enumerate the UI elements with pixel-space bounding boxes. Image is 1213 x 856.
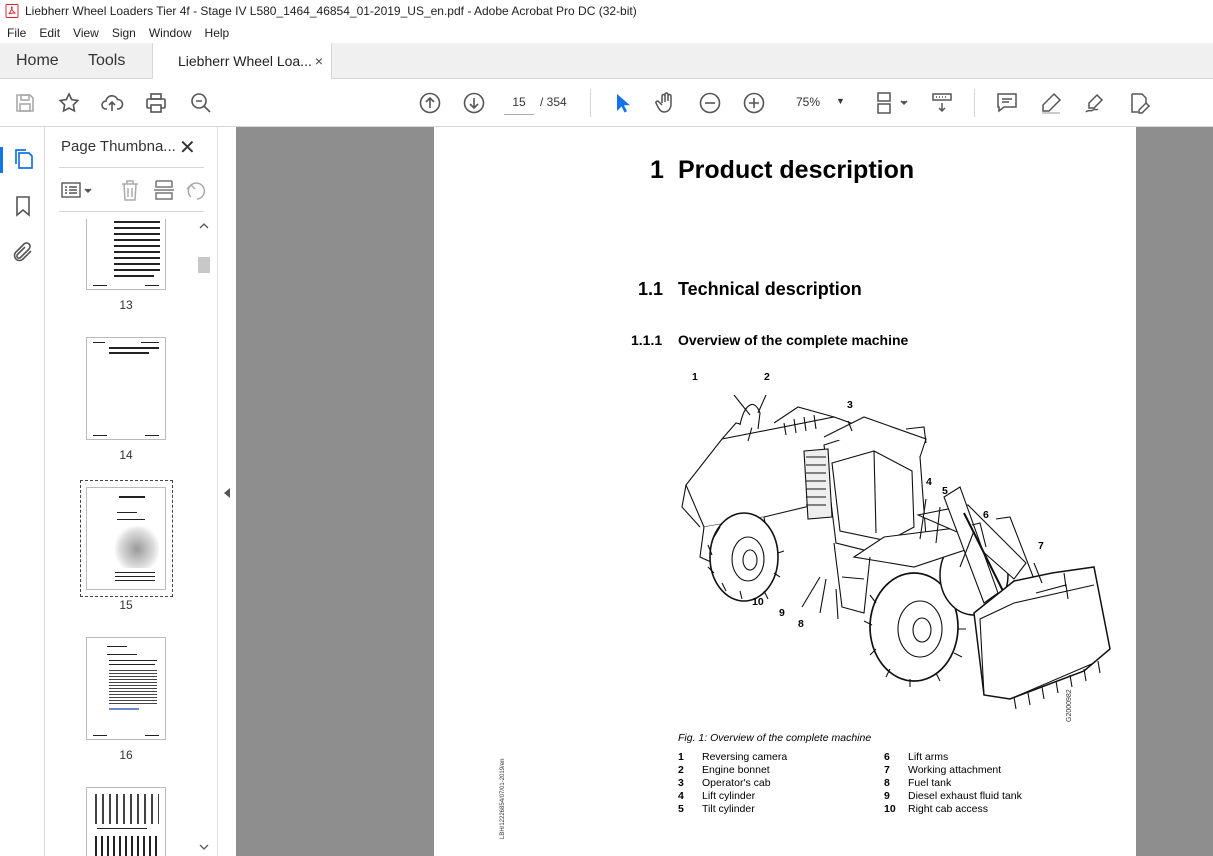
legend-item: 1 Reversing camera	[678, 751, 788, 763]
navigation-rail	[0, 127, 45, 856]
legend-item: 3 Operator's cab	[678, 777, 771, 789]
page-thumbnail-14[interactable]	[86, 337, 166, 440]
scroll-mode-icon[interactable]	[930, 91, 954, 115]
heading-1-number: 1	[650, 156, 664, 184]
page-thumbnail-16[interactable]	[86, 637, 166, 740]
menu-sign[interactable]: Sign	[111, 25, 136, 40]
page-thumbnail-15[interactable]	[86, 487, 166, 590]
legend-item: 7 Working attachment	[884, 764, 1002, 776]
heading-2-number: 1.1	[638, 279, 664, 299]
page-thumbnail-13[interactable]	[86, 219, 166, 290]
zoom-in-icon[interactable]	[742, 91, 766, 115]
main-toolbar	[0, 79, 1213, 127]
legend-item: 6 Lift arms	[884, 751, 949, 763]
heading-3: Overview of the complete machine	[678, 332, 909, 348]
tab-document[interactable]	[152, 43, 332, 80]
wheel-loader-illustration	[674, 367, 1114, 727]
pdf-page	[434, 127, 1136, 856]
callout-8: 8	[798, 618, 804, 630]
fill-sign-icon[interactable]	[1127, 91, 1151, 115]
tab-tools[interactable]: Tools	[88, 52, 126, 69]
save-icon[interactable]	[13, 91, 37, 115]
thumbnail-page-number: 15	[119, 598, 133, 612]
legend-item: 2 Engine bonnet	[678, 764, 770, 776]
zoom-dropdown-chevron-icon[interactable]: ▼	[836, 96, 845, 106]
page-thumbnails-icon[interactable]	[11, 147, 35, 171]
thumbnail-options-icon[interactable]	[59, 177, 95, 203]
page-thumbnail-17[interactable]	[86, 787, 166, 856]
figure-caption: Fig. 1: Overview of the complete machine	[678, 732, 872, 744]
attachments-paperclip-icon[interactable]	[11, 240, 35, 264]
heading-2: Technical description	[678, 279, 862, 299]
tab-document-label: Liebherr Wheel Loa...	[178, 53, 312, 69]
legend-item: 8 Fuel tank	[884, 777, 952, 789]
panel-splitter[interactable]	[217, 127, 236, 856]
callout-1: 1	[692, 371, 698, 383]
document-side-code: LBH/12226854/07/01-2019/en	[500, 758, 506, 839]
thumbnails-scrollbar[interactable]	[197, 219, 211, 856]
legend-item: 5 Tilt cylinder	[678, 803, 755, 815]
highlight-pen-icon[interactable]	[1039, 91, 1063, 115]
print-icon[interactable]	[144, 91, 168, 115]
thumbnail-page-number: 14	[119, 448, 133, 462]
close-tab-icon[interactable]: ×	[314, 53, 323, 69]
tab-home[interactable]: Home	[16, 52, 59, 69]
delete-page-icon[interactable]	[117, 177, 143, 203]
next-page-icon[interactable]	[462, 91, 486, 115]
callout-5: 5	[942, 485, 948, 497]
zoom-search-icon[interactable]	[189, 91, 213, 115]
rotate-page-icon[interactable]	[183, 177, 209, 203]
thumbnail-page-number: 16	[119, 748, 133, 762]
panel-title: Page Thumbna...	[61, 138, 176, 155]
heading-1: Product description	[678, 156, 915, 184]
menu-help[interactable]: Help	[204, 25, 230, 40]
title-bar	[0, 0, 1213, 22]
callout-6: 6	[983, 509, 989, 521]
zoom-out-icon[interactable]	[698, 91, 722, 115]
callout-2: 2	[764, 371, 770, 383]
toolbar-divider	[590, 89, 591, 117]
menu-bar	[0, 22, 1213, 43]
tab-bar	[0, 43, 1213, 79]
hand-tool-icon[interactable]	[654, 91, 678, 115]
draw-signature-icon[interactable]	[1083, 91, 1107, 115]
acrobat-logo-icon	[5, 4, 19, 18]
menu-view[interactable]: View	[73, 25, 99, 40]
zoom-level[interactable]: 75%	[795, 95, 821, 109]
page-fit-icon[interactable]	[874, 91, 910, 115]
menu-edit[interactable]: Edit	[39, 25, 61, 40]
callout-10: 10	[752, 596, 764, 608]
upload-cloud-icon[interactable]	[100, 91, 124, 115]
callout-9: 9	[779, 607, 785, 619]
select-cursor-icon[interactable]	[610, 91, 634, 115]
window-title: Liebherr Wheel Loaders Tier 4f - Stage IV L580_1464_46854_01-2019_US_en.pdf - Adobe Acrobat Pro DC (32-bit)	[25, 4, 637, 18]
legend-item: 9 Diesel exhaust fluid tank	[884, 790, 1022, 802]
legend-item: 4 Lift cylinder	[678, 790, 756, 802]
callout-7: 7	[1038, 540, 1044, 552]
menu-file[interactable]: File	[7, 25, 27, 40]
panel-divider	[59, 211, 204, 212]
previous-page-icon[interactable]	[418, 91, 442, 115]
heading-3-number: 1.1.1	[631, 332, 663, 348]
page-total: / 354	[540, 95, 567, 109]
menu-window[interactable]: Window	[148, 25, 192, 40]
bookmark-star-icon[interactable]	[57, 91, 81, 115]
figure-code: G2000982	[1066, 689, 1073, 722]
collapse-panel-arrow-icon[interactable]	[224, 488, 230, 498]
thumbnail-page-number: 13	[119, 298, 133, 312]
close-panel-icon[interactable]: ✕	[179, 137, 196, 159]
callout-3: 3	[847, 399, 853, 411]
bookmarks-icon[interactable]	[11, 194, 35, 218]
panel-divider	[59, 167, 204, 168]
page-number-input[interactable]	[504, 90, 534, 115]
toolbar-divider	[974, 89, 975, 117]
active-indicator	[0, 147, 3, 173]
document-canvas[interactable]	[236, 127, 1213, 856]
callout-4: 4	[926, 476, 932, 488]
extract-pages-icon[interactable]	[151, 177, 177, 203]
legend-item: 10 Right cab access	[884, 803, 988, 815]
comment-icon[interactable]	[995, 91, 1019, 115]
page-thumbnails-panel	[45, 127, 217, 856]
